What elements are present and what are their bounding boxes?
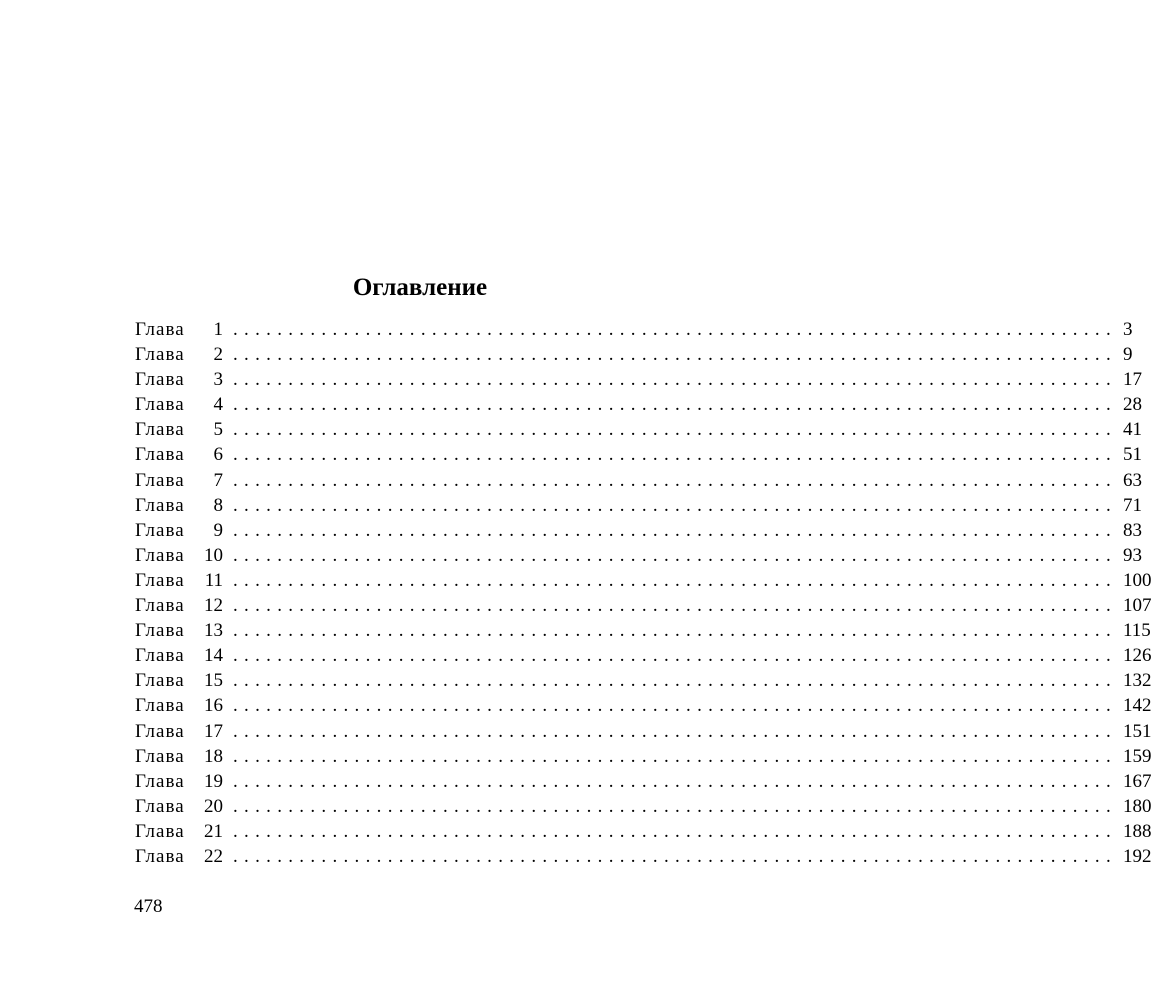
dot-leader: ................................................................................ — [233, 595, 1117, 617]
toc-entry — [135, 493, 1142, 518]
toc-entry-number: 9 — [213, 519, 223, 541]
page-number: 478 — [134, 896, 163, 917]
toc-entry-number: 19 — [204, 770, 223, 792]
toc-entry-label: Глава — [135, 795, 185, 817]
toc-entry-label: Глава — [135, 319, 185, 340]
toc-entry — [135, 693, 1152, 718]
toc-entry-label: Глава — [135, 770, 185, 792]
toc-entry-page: 159 — [1123, 745, 1152, 767]
toc-entry-label: Глава — [135, 369, 185, 391]
toc-entry-label: Глава — [135, 494, 185, 516]
toc-entry-number: 6 — [213, 444, 223, 466]
toc-entry-label: Глава — [135, 519, 185, 541]
toc-entry — [135, 618, 1151, 643]
toc-entry-page: 71 — [1123, 494, 1142, 516]
dot-leader: ................................................................................ — [233, 770, 1117, 792]
toc-entry — [135, 518, 1142, 543]
toc-entry — [135, 794, 1152, 819]
toc-entry — [135, 668, 1152, 693]
dot-leader: ................................................................................ — [233, 745, 1117, 767]
toc-entry-label: Глава — [135, 820, 185, 842]
toc-entry-label: Глава — [135, 845, 185, 867]
dot-leader: ................................................................................ — [233, 795, 1117, 817]
toc-entry-number: 14 — [204, 645, 223, 667]
dot-leader: ................................................................................ — [233, 695, 1117, 717]
toc-entry — [135, 392, 1142, 417]
toc-entry-label: Глава — [135, 469, 185, 491]
toc-entry — [135, 593, 1152, 618]
toc-entry-number: 3 — [213, 369, 223, 391]
toc-entry-label: Глава — [135, 419, 185, 441]
dot-leader: ................................................................................ — [233, 620, 1117, 642]
toc-entry — [135, 417, 1142, 442]
toc-entry-number: 15 — [204, 670, 223, 692]
toc-entry — [135, 543, 1142, 568]
toc-entry-label: Глава — [135, 720, 185, 742]
dot-leader: ................................................................................ — [233, 544, 1117, 566]
toc-entry-page: 83 — [1123, 519, 1142, 541]
dot-leader: ................................................................................ — [233, 820, 1117, 842]
toc-entry-number: 7 — [213, 469, 223, 491]
toc-entry — [135, 643, 1152, 668]
toc-entry — [135, 468, 1142, 493]
toc-entry-number: 13 — [204, 620, 223, 642]
toc-entry-number: 5 — [213, 419, 223, 441]
toc-entry-page: 28 — [1123, 394, 1142, 416]
toc-entry — [135, 317, 1133, 342]
toc-entry-page: 9 — [1123, 344, 1133, 366]
toc-entry-page: 192 — [1123, 845, 1152, 867]
toc-entry-number: 21 — [204, 820, 223, 842]
toc-entry-number: 10 — [204, 544, 223, 566]
page-title: Оглавление — [352, 274, 488, 301]
toc-entry-page: 107 — [1123, 595, 1152, 617]
toc-entry-number: 8 — [213, 494, 223, 516]
toc-entry-number: 12 — [204, 595, 223, 617]
toc-entry-page: 93 — [1123, 544, 1142, 566]
dot-leader: ................................................................................ — [233, 344, 1117, 366]
table-of-contents — [135, 317, 1152, 869]
toc-entry-label: Глава — [135, 394, 185, 416]
toc-entry-page: 188 — [1123, 820, 1152, 842]
toc-entry-number: 22 — [204, 845, 223, 867]
toc-entry-page: 41 — [1123, 419, 1142, 441]
dot-leader: ................................................................................ — [233, 670, 1117, 692]
toc-entry-label: Глава — [135, 620, 185, 642]
toc-entry-page: 132 — [1123, 670, 1152, 692]
toc-entry-label: Глава — [135, 544, 185, 566]
dot-leader: ................................................................................ — [233, 369, 1117, 391]
toc-entry-page: 100 — [1123, 569, 1152, 591]
toc-entry — [135, 844, 1152, 869]
dot-leader: ................................................................................ — [233, 720, 1117, 742]
toc-entry — [135, 367, 1142, 392]
toc-entry-number: 1 — [213, 319, 223, 340]
toc-entry — [135, 442, 1142, 467]
toc-entry-label: Глава — [135, 595, 185, 617]
toc-entry-number: 2 — [213, 344, 223, 366]
toc-entry-page: 180 — [1123, 795, 1152, 817]
toc-entry-number: 16 — [204, 695, 223, 717]
toc-entry — [135, 744, 1152, 769]
dot-leader: ................................................................................ — [233, 394, 1117, 416]
toc-entry-page: 151 — [1123, 720, 1152, 742]
toc-entry — [135, 568, 1152, 593]
toc-entry-page: 17 — [1123, 369, 1142, 391]
toc-entry-number: 17 — [204, 720, 223, 742]
toc-entry-page: 167 — [1123, 770, 1152, 792]
toc-entry-number: 18 — [204, 745, 223, 767]
toc-entry-label: Глава — [135, 444, 185, 466]
dot-leader: ................................................................................ — [233, 845, 1117, 867]
dot-leader: ................................................................................ — [233, 569, 1117, 591]
toc-entry-label: Глава — [135, 670, 185, 692]
toc-entry-page: 63 — [1123, 469, 1142, 491]
toc-entry — [135, 769, 1152, 794]
toc-entry-page: 3 — [1123, 319, 1133, 340]
toc-entry-label: Глава — [135, 745, 185, 767]
toc-entry-number: 4 — [213, 394, 223, 416]
dot-leader: ................................................................................ — [233, 519, 1117, 541]
dot-leader: ................................................................................ — [233, 419, 1117, 441]
toc-entry-number: 20 — [204, 795, 223, 817]
toc-entry-label: Глава — [135, 645, 185, 667]
dot-leader: ................................................................................ — [233, 319, 1117, 340]
toc-entry-page: 115 — [1123, 620, 1151, 642]
toc-entry-label: Глава — [135, 569, 185, 591]
toc-entry-page: 126 — [1123, 645, 1152, 667]
toc-entry-page: 51 — [1123, 444, 1142, 466]
toc-entry — [135, 342, 1133, 367]
dot-leader: ................................................................................ — [233, 469, 1117, 491]
toc-entry-page: 142 — [1123, 695, 1152, 717]
dot-leader: ................................................................................ — [233, 645, 1117, 667]
dot-leader: ................................................................................ — [233, 444, 1117, 466]
dot-leader: ................................................................................ — [233, 494, 1117, 516]
toc-entry-label: Глава — [135, 344, 185, 366]
toc-entry-label: Глава — [135, 695, 185, 717]
toc-entry — [135, 719, 1152, 744]
toc-entry — [135, 819, 1152, 844]
toc-entry-number: 11 — [204, 569, 223, 591]
